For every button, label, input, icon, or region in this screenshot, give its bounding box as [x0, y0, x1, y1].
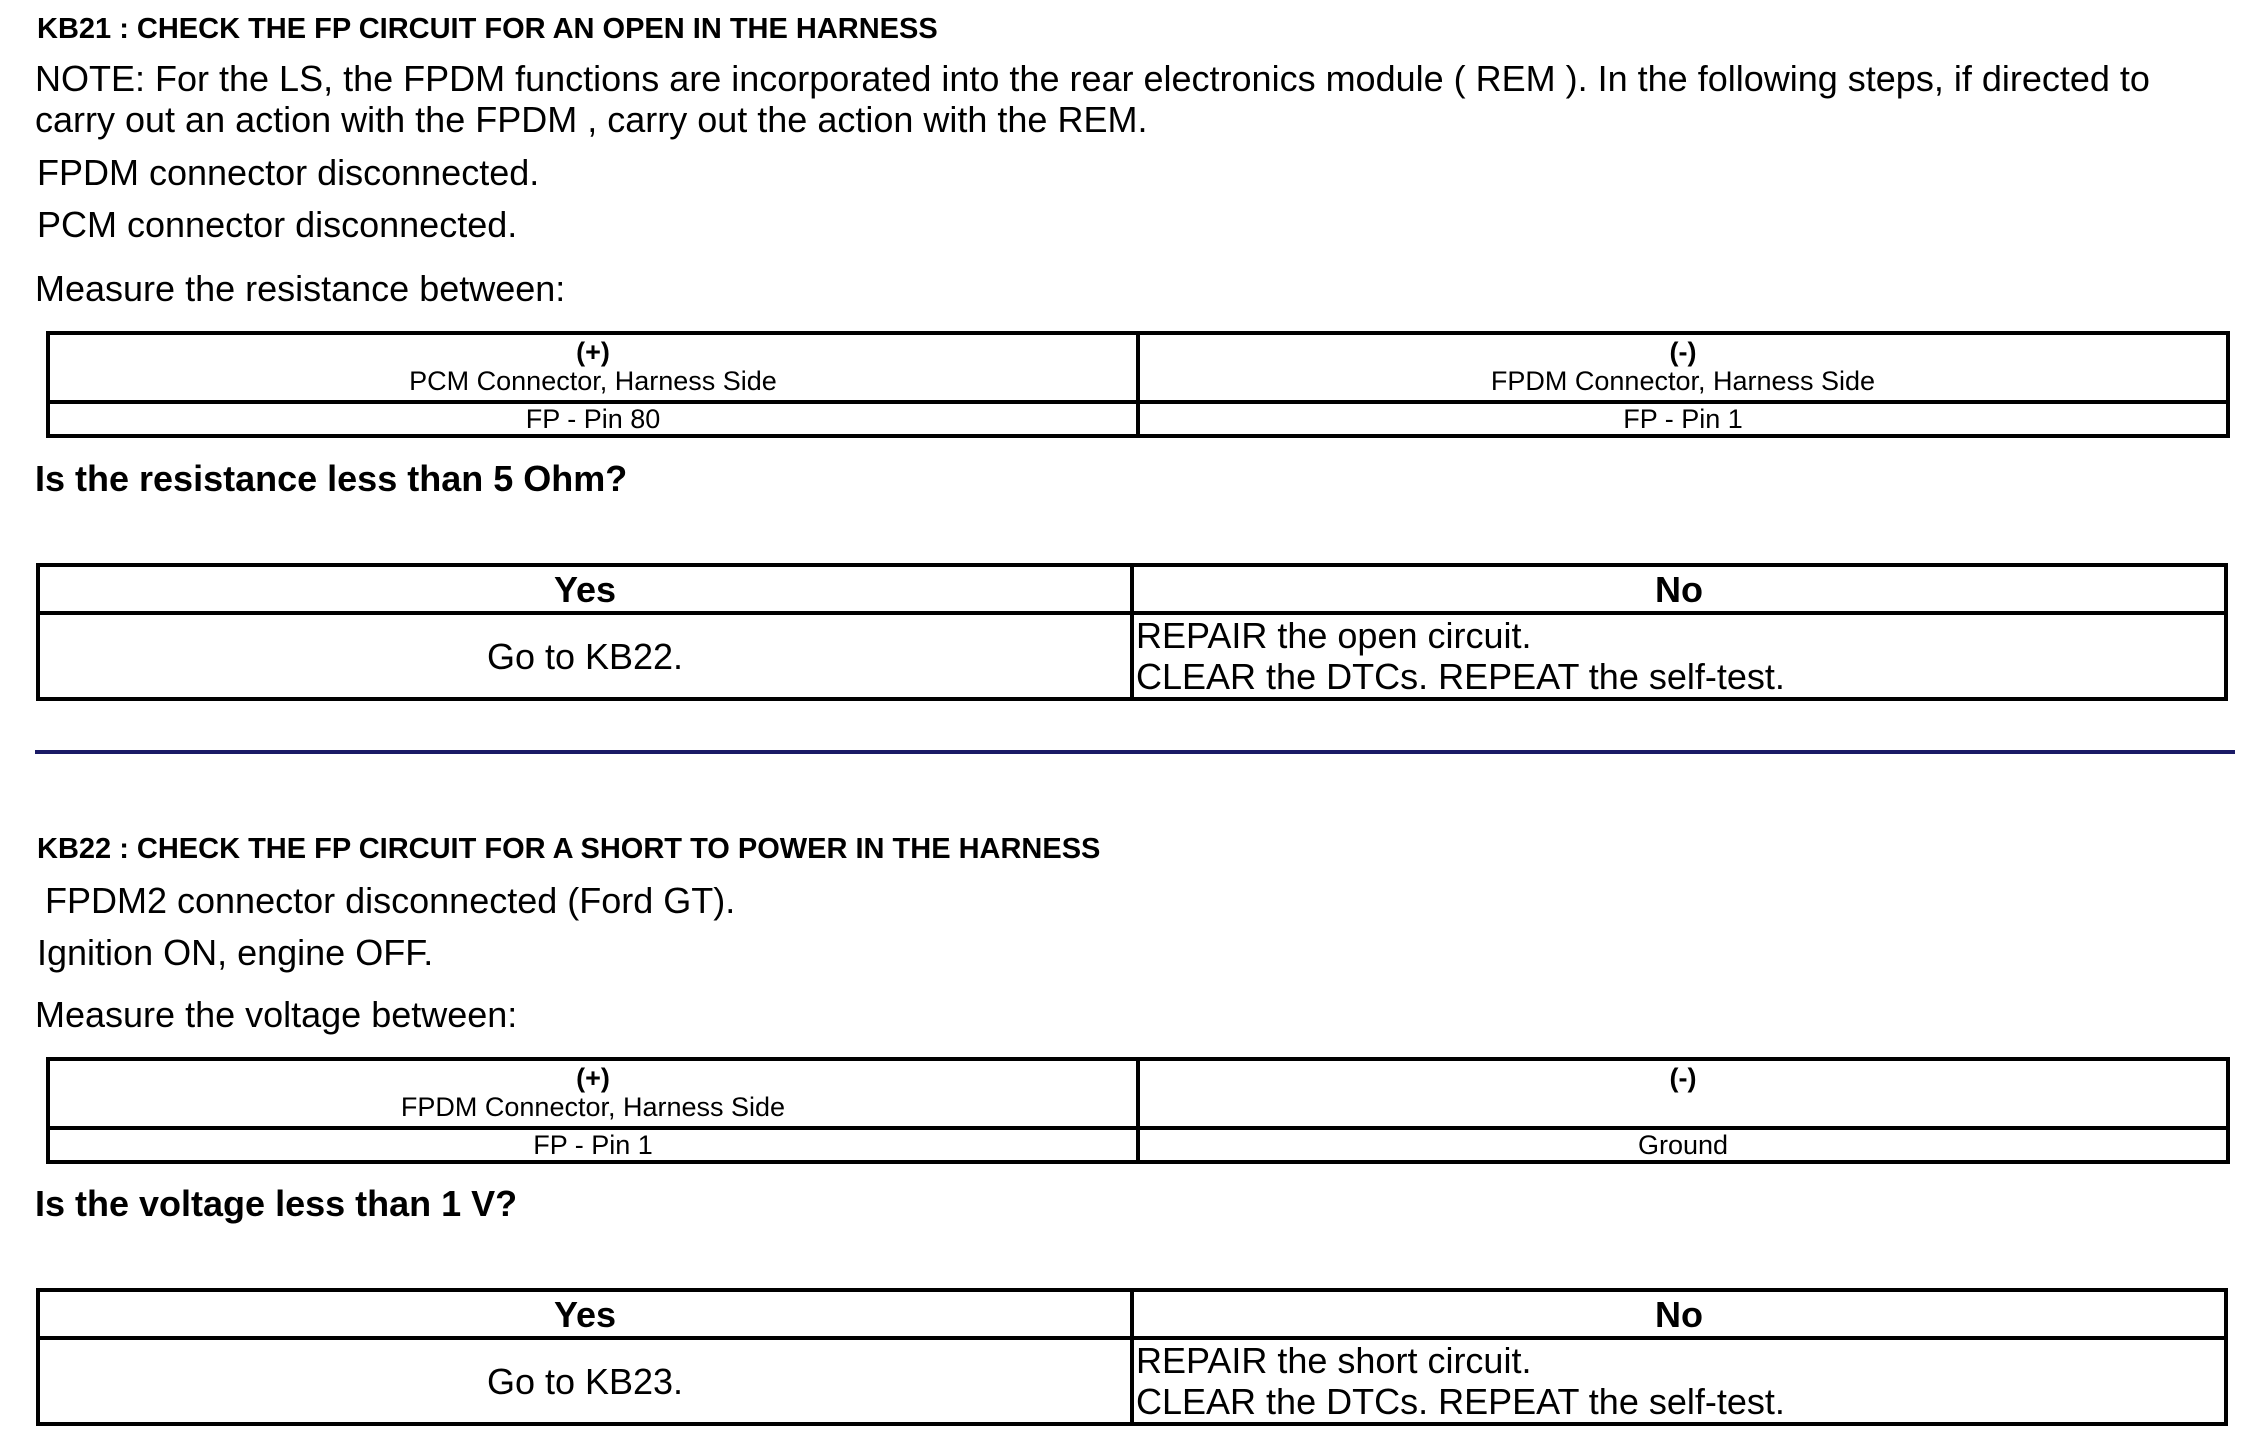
kb22-yes-action[interactable]: Go to KB23.: [38, 1338, 1132, 1424]
kb21-yes-header: Yes: [38, 565, 1132, 613]
kb21-plus-header: [48, 333, 1138, 402]
kb21-condition-1: FPDM connector disconnected.: [37, 152, 540, 193]
kb22-plus-header: [48, 1059, 1138, 1128]
kb21-minus-value: FP - Pin 1: [1138, 402, 2228, 436]
kb22-no-header: No: [1132, 1290, 2226, 1338]
kb21-no-action: [1132, 613, 2226, 699]
kb21-plus-sign: (+): [576, 337, 610, 367]
kb22-plus-label: FPDM Connector, Harness Side: [400, 1092, 786, 1122]
kb21-minus-label: FPDM Connector, Harness Side: [1490, 366, 1876, 396]
kb21-note-line2: carry out an action with the FPDM , carry out the action with the REM.: [35, 99, 1148, 140]
kb22-question: Is the voltage less than 1 V?: [35, 1183, 518, 1224]
kb21-yes-action[interactable]: Go to KB22.: [38, 613, 1132, 699]
kb21-measure-intro: Measure the resistance between:: [35, 268, 566, 309]
kb21-no-action-line2: CLEAR the DTCs. REPEAT the self-test.: [1136, 656, 1785, 697]
kb22-minus-value: Ground: [1138, 1128, 2228, 1162]
kb22-heading: KB22 : CHECK THE FP CIRCUIT FOR A SHORT TO POWER IN THE HARNESS: [37, 833, 1101, 865]
kb22-minus-sign: (-): [1669, 1063, 1697, 1093]
kb22-measurement-table: [46, 1057, 2230, 1164]
kb22-condition-1: FPDM2 connector disconnected (Ford GT).: [45, 880, 736, 921]
kb22-condition-2: Ignition ON, engine OFF.: [37, 932, 434, 973]
kb21-minus-header: [1138, 333, 2228, 402]
kb22-answer-table: [36, 1288, 2228, 1426]
kb21-plus-value: FP - Pin 80: [48, 402, 1138, 436]
section-divider: [35, 750, 2235, 754]
kb21-condition-2: PCM connector disconnected.: [37, 204, 518, 245]
kb21-heading: KB21 : CHECK THE FP CIRCUIT FOR AN OPEN IN THE HARNESS: [37, 13, 938, 45]
kb21-note-line1: NOTE: For the LS, the FPDM functions are incorporated into the rear electronics module ( REM ). In the following steps, if directed to: [35, 58, 2150, 99]
kb22-measure-intro: Measure the voltage between:: [35, 994, 518, 1035]
kb22-plus-value: FP - Pin 1: [48, 1128, 1138, 1162]
kb21-plus-label: PCM Connector, Harness Side: [409, 366, 777, 396]
kb22-no-action: [1132, 1338, 2226, 1424]
kb21-measurement-table: [46, 331, 2230, 438]
kb22-no-action-line2: CLEAR the DTCs. REPEAT the self-test.: [1136, 1381, 1785, 1422]
kb22-yes-header: Yes: [38, 1290, 1132, 1338]
kb22-no-action-line1: REPAIR the short circuit.: [1136, 1340, 1532, 1381]
kb22-minus-header: [1138, 1059, 2228, 1128]
kb21-no-header: No: [1132, 565, 2226, 613]
kb22-plus-sign: (+): [576, 1063, 610, 1093]
kb21-question: Is the resistance less than 5 Ohm?: [35, 458, 628, 499]
kb21-no-action-line1: REPAIR the open circuit.: [1136, 615, 1532, 656]
kb21-minus-sign: (-): [1669, 337, 1697, 367]
kb21-answer-table: [36, 563, 2228, 701]
